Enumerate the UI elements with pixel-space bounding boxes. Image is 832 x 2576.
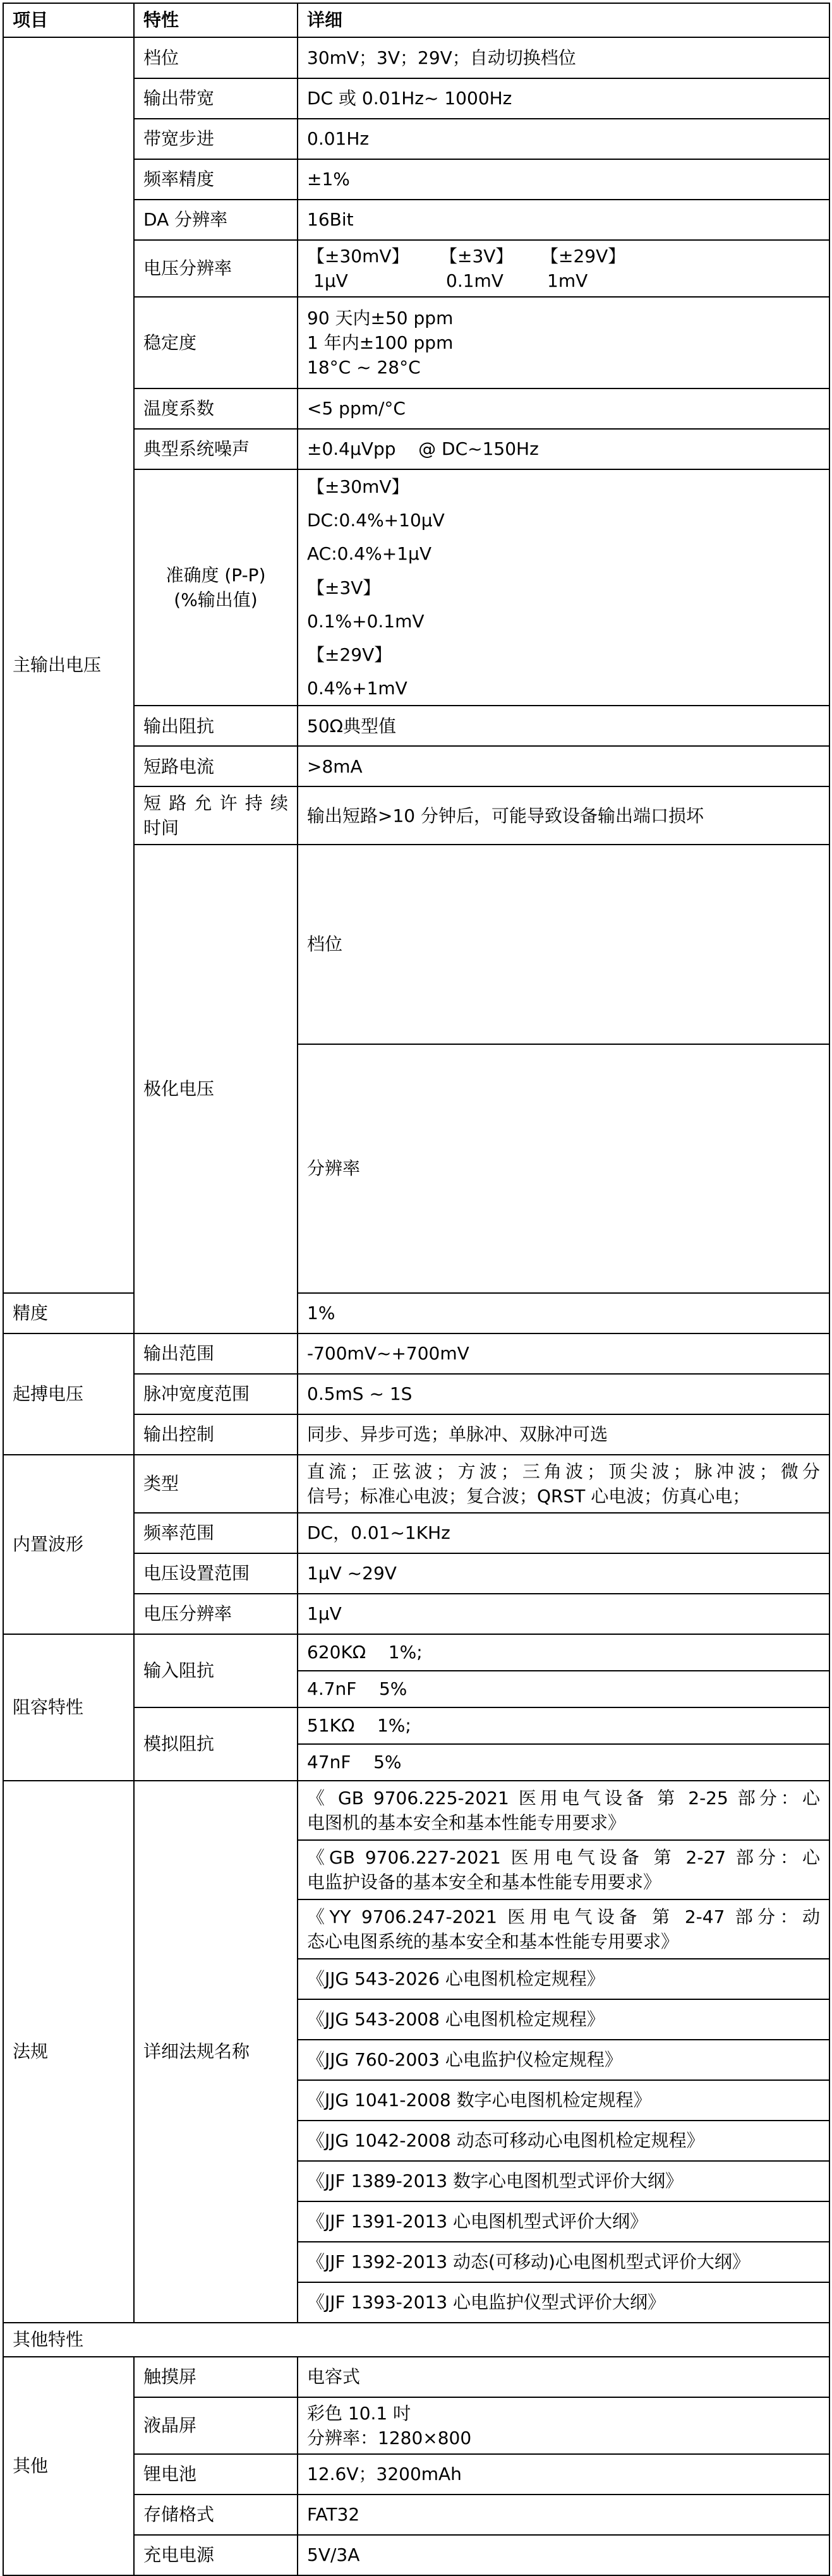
resolution-value: 1mV: [547, 270, 588, 291]
feature-label: 温度系数: [134, 388, 298, 429]
regulation-item: [298, 1899, 829, 1959]
category-pacing: 起搏电压: [3, 1333, 134, 1455]
feature-label: 档位: [298, 845, 829, 1044]
feature-label: 典型系统噪声: [134, 429, 298, 469]
stability-detail: [298, 297, 829, 388]
feature-label: 输出控制: [134, 1414, 298, 1455]
detail-line: 电监护设备的基本安全和基本性能专用要求》: [307, 1871, 661, 1893]
feature-detail: 16Bit: [298, 200, 829, 240]
feature-detail: >8mA: [298, 746, 829, 786]
feature-detail: DC，0.01~1KHz: [298, 1513, 829, 1553]
detail-line: 【±29V】: [307, 644, 392, 665]
regulation-item: [298, 1781, 829, 1840]
header-row: [3, 3, 829, 37]
category-rc: 阻容特性: [3, 1634, 134, 1781]
category-other: 其他: [3, 2357, 134, 2575]
section-title-other: 其他特性: [3, 2323, 829, 2357]
feature-label: 档位: [134, 37, 298, 78]
feature-label: 输出范围: [134, 1333, 298, 1374]
accuracy-label: [134, 469, 298, 706]
spec-table: [3, 3, 830, 2576]
feature-label: 详细法规名称: [134, 1781, 298, 2323]
regulation-item: 《JJG 543-2008 心电图机检定规程》: [298, 1999, 829, 2040]
feature-label: 分辨率: [298, 1044, 829, 1293]
feature-detail: 4.7nF 5%: [298, 1671, 829, 1707]
regulation-item: 《JJF 1389-2013 数字心电图机型式评价大纲》: [298, 2161, 829, 2201]
feature-detail: 12.6V；3200mAh: [298, 2454, 829, 2495]
feature-label: 液晶屏: [134, 2397, 298, 2454]
detail-line: 1 年内±100 ppm: [307, 332, 454, 353]
table-row: [3, 1333, 829, 1374]
detail-line: 直流；正弦波；方波；三角波；顶尖波；脉冲波；微分: [307, 1460, 820, 1482]
feature-detail: DC 或 0.01Hz~ 1000Hz: [298, 78, 829, 119]
label-line: (%输出值): [174, 589, 258, 611]
regulation-item: 《JJF 1391-2013 心电图机型式评价大纲》: [298, 2201, 829, 2242]
detail-line: 0.4%+1mV: [307, 678, 407, 699]
detail-line: 分辨率：1280×800: [307, 2427, 472, 2448]
resolution-value: 0.1mV: [446, 270, 503, 291]
feature-label: 频率精度: [134, 159, 298, 200]
feature-detail: 电容式: [298, 2357, 829, 2397]
feature-detail: 0.01Hz: [298, 119, 829, 159]
feature-detail: 620KΩ 1%;: [298, 1634, 829, 1671]
lcd-detail: [298, 2397, 829, 2454]
header-detail: 详细: [298, 3, 829, 37]
feature-label: 存储格式: [134, 2495, 298, 2535]
feature-detail: 51KΩ 1%;: [298, 1707, 829, 1744]
feature-label: 触摸屏: [134, 2357, 298, 2397]
feature-detail: 1μV: [298, 1594, 829, 1634]
label-line: 短路允许持续: [143, 793, 288, 814]
feature-detail: 1μV ~29V: [298, 1553, 829, 1594]
resolution-values: [307, 268, 820, 293]
regulation-item: 《JJG 760-2003 心电监护仪检定规程》: [298, 2040, 829, 2080]
feature-detail: 0.5mS ~ 1S: [298, 1374, 829, 1414]
table-row: [3, 1634, 829, 1671]
feature-label: 类型: [134, 1455, 298, 1513]
table-row: [3, 1293, 829, 1333]
table-row: [3, 37, 829, 78]
resolution-detail: [298, 240, 829, 297]
feature-label: 锂电池: [134, 2454, 298, 2495]
detail-line: 《 GB 9706.225-2021 医用电气设备 第 2-25 部分：心: [307, 1787, 820, 1809]
table-row: [3, 2357, 829, 2397]
feature-label: 输出阻抗: [134, 706, 298, 746]
feature-detail: FAT32: [298, 2495, 829, 2535]
regulation-item: 《JJG 543-2026 心电图机检定规程》: [298, 1959, 829, 1999]
resolution-range: 【±29V】: [541, 245, 626, 267]
feature-label: DA 分辨率: [134, 200, 298, 240]
feature-label: 稳定度: [134, 297, 298, 388]
regulation-item: 《JJF 1393-2013 心电监护仪型式评价大纲》: [298, 2282, 829, 2323]
feature-label: 带宽步进: [134, 119, 298, 159]
feature-label: 模拟阻抗: [134, 1707, 298, 1781]
detail-line: DC:0.4%+10μV: [307, 510, 445, 531]
feature-detail: 5V/3A: [298, 2535, 829, 2575]
resolution-value: 1μV: [313, 270, 348, 291]
feature-label: 充电电源: [134, 2535, 298, 2575]
section-header-row: [3, 2323, 829, 2357]
resolution-range: 【±3V】: [440, 245, 514, 267]
resolution-ranges: [307, 244, 820, 268]
regulation-item: 《JJF 1392-2013 动态(可移动)心电图机型式评价大纲》: [298, 2242, 829, 2282]
detail-line: 彩色 10.1 吋: [307, 2402, 411, 2424]
detail-line: 《YY 9706.247-2021 医用电气设备 第 2-47 部分：动: [307, 1906, 820, 1927]
spec-sheet: [3, 3, 829, 2566]
waveform-type-detail: [298, 1455, 829, 1513]
accuracy-detail: [298, 469, 829, 706]
regulation-item: 《JJG 1042-2008 动态可移动心电图机检定规程》: [298, 2121, 829, 2161]
detail-line: 态心电图系统的基本安全和基本性能专用要求》: [307, 1930, 679, 1952]
resolution-range: 【±30mV】: [307, 245, 409, 267]
feature-label: 脉冲宽度范围: [134, 1374, 298, 1414]
table-row: [3, 1781, 829, 1840]
feature-detail: 1%: [298, 1293, 829, 1333]
detail-line: 0.1%+0.1mV: [307, 610, 425, 632]
feature-label: 电压分辨率: [134, 240, 298, 297]
feature-detail: 30mV；3V；29V；自动切换档位: [298, 37, 829, 78]
detail-line: AC:0.4%+1μV: [307, 543, 432, 565]
feature-detail: 47nF 5%: [298, 1744, 829, 1781]
table-row: [3, 1455, 829, 1513]
label-line: 准确度 (P-P): [166, 564, 266, 586]
feature-detail: 同步、异步可选；单脉冲、双脉冲可选: [298, 1414, 829, 1455]
feature-label: 短路电流: [134, 746, 298, 786]
category-polarization: 极化电压: [134, 845, 298, 1333]
feature-detail: 输出短路>10 分钟后，可能导致设备输出端口损坏: [298, 786, 829, 845]
label-line: 时间: [143, 817, 179, 839]
feature-detail: -700mV~+700mV: [298, 1333, 829, 1374]
category-waveform: 内置波形: [3, 1455, 134, 1634]
detail-line: 电图机的基本安全和基本性能专用要求》: [307, 1812, 626, 1833]
detail-line: 信号；标准心电波；复合波；QRST 心电波；仿真心电；: [307, 1485, 751, 1507]
detail-line: 18°C ~ 28°C: [307, 357, 421, 378]
feature-label: 电压设置范围: [134, 1553, 298, 1594]
feature-label: 输出带宽: [134, 78, 298, 119]
feature-detail: ±1%: [298, 159, 829, 200]
detail-line: 【±3V】: [307, 577, 381, 598]
category-main-output: 主输出电压: [3, 37, 134, 1293]
detail-line: 《GB 9706.227-2021 医用电气设备 第 2-27 部分：心: [307, 1846, 820, 1868]
detail-line: 【±30mV】: [307, 476, 409, 497]
feature-label: 输入阻抗: [134, 1634, 298, 1707]
detail-line: 90 天内±50 ppm: [307, 307, 454, 328]
header-feature: 特性: [134, 3, 298, 37]
feature-detail: 50Ω典型值: [298, 706, 829, 746]
feature-detail: ±0.4μVpp @ DC~150Hz: [298, 429, 829, 469]
feature-detail: <5 ppm/°C: [298, 388, 829, 429]
short-duration-label: [134, 786, 298, 845]
category-regulations: 法规: [3, 1781, 134, 2323]
regulation-item: [298, 1840, 829, 1899]
header-item: 项目: [3, 3, 134, 37]
regulation-item: 《JJG 1041-2008 数字心电图机检定规程》: [298, 2080, 829, 2121]
feature-label: 电压分辨率: [134, 1594, 298, 1634]
feature-label: 频率范围: [134, 1513, 298, 1553]
feature-label: 精度: [3, 1293, 134, 1333]
